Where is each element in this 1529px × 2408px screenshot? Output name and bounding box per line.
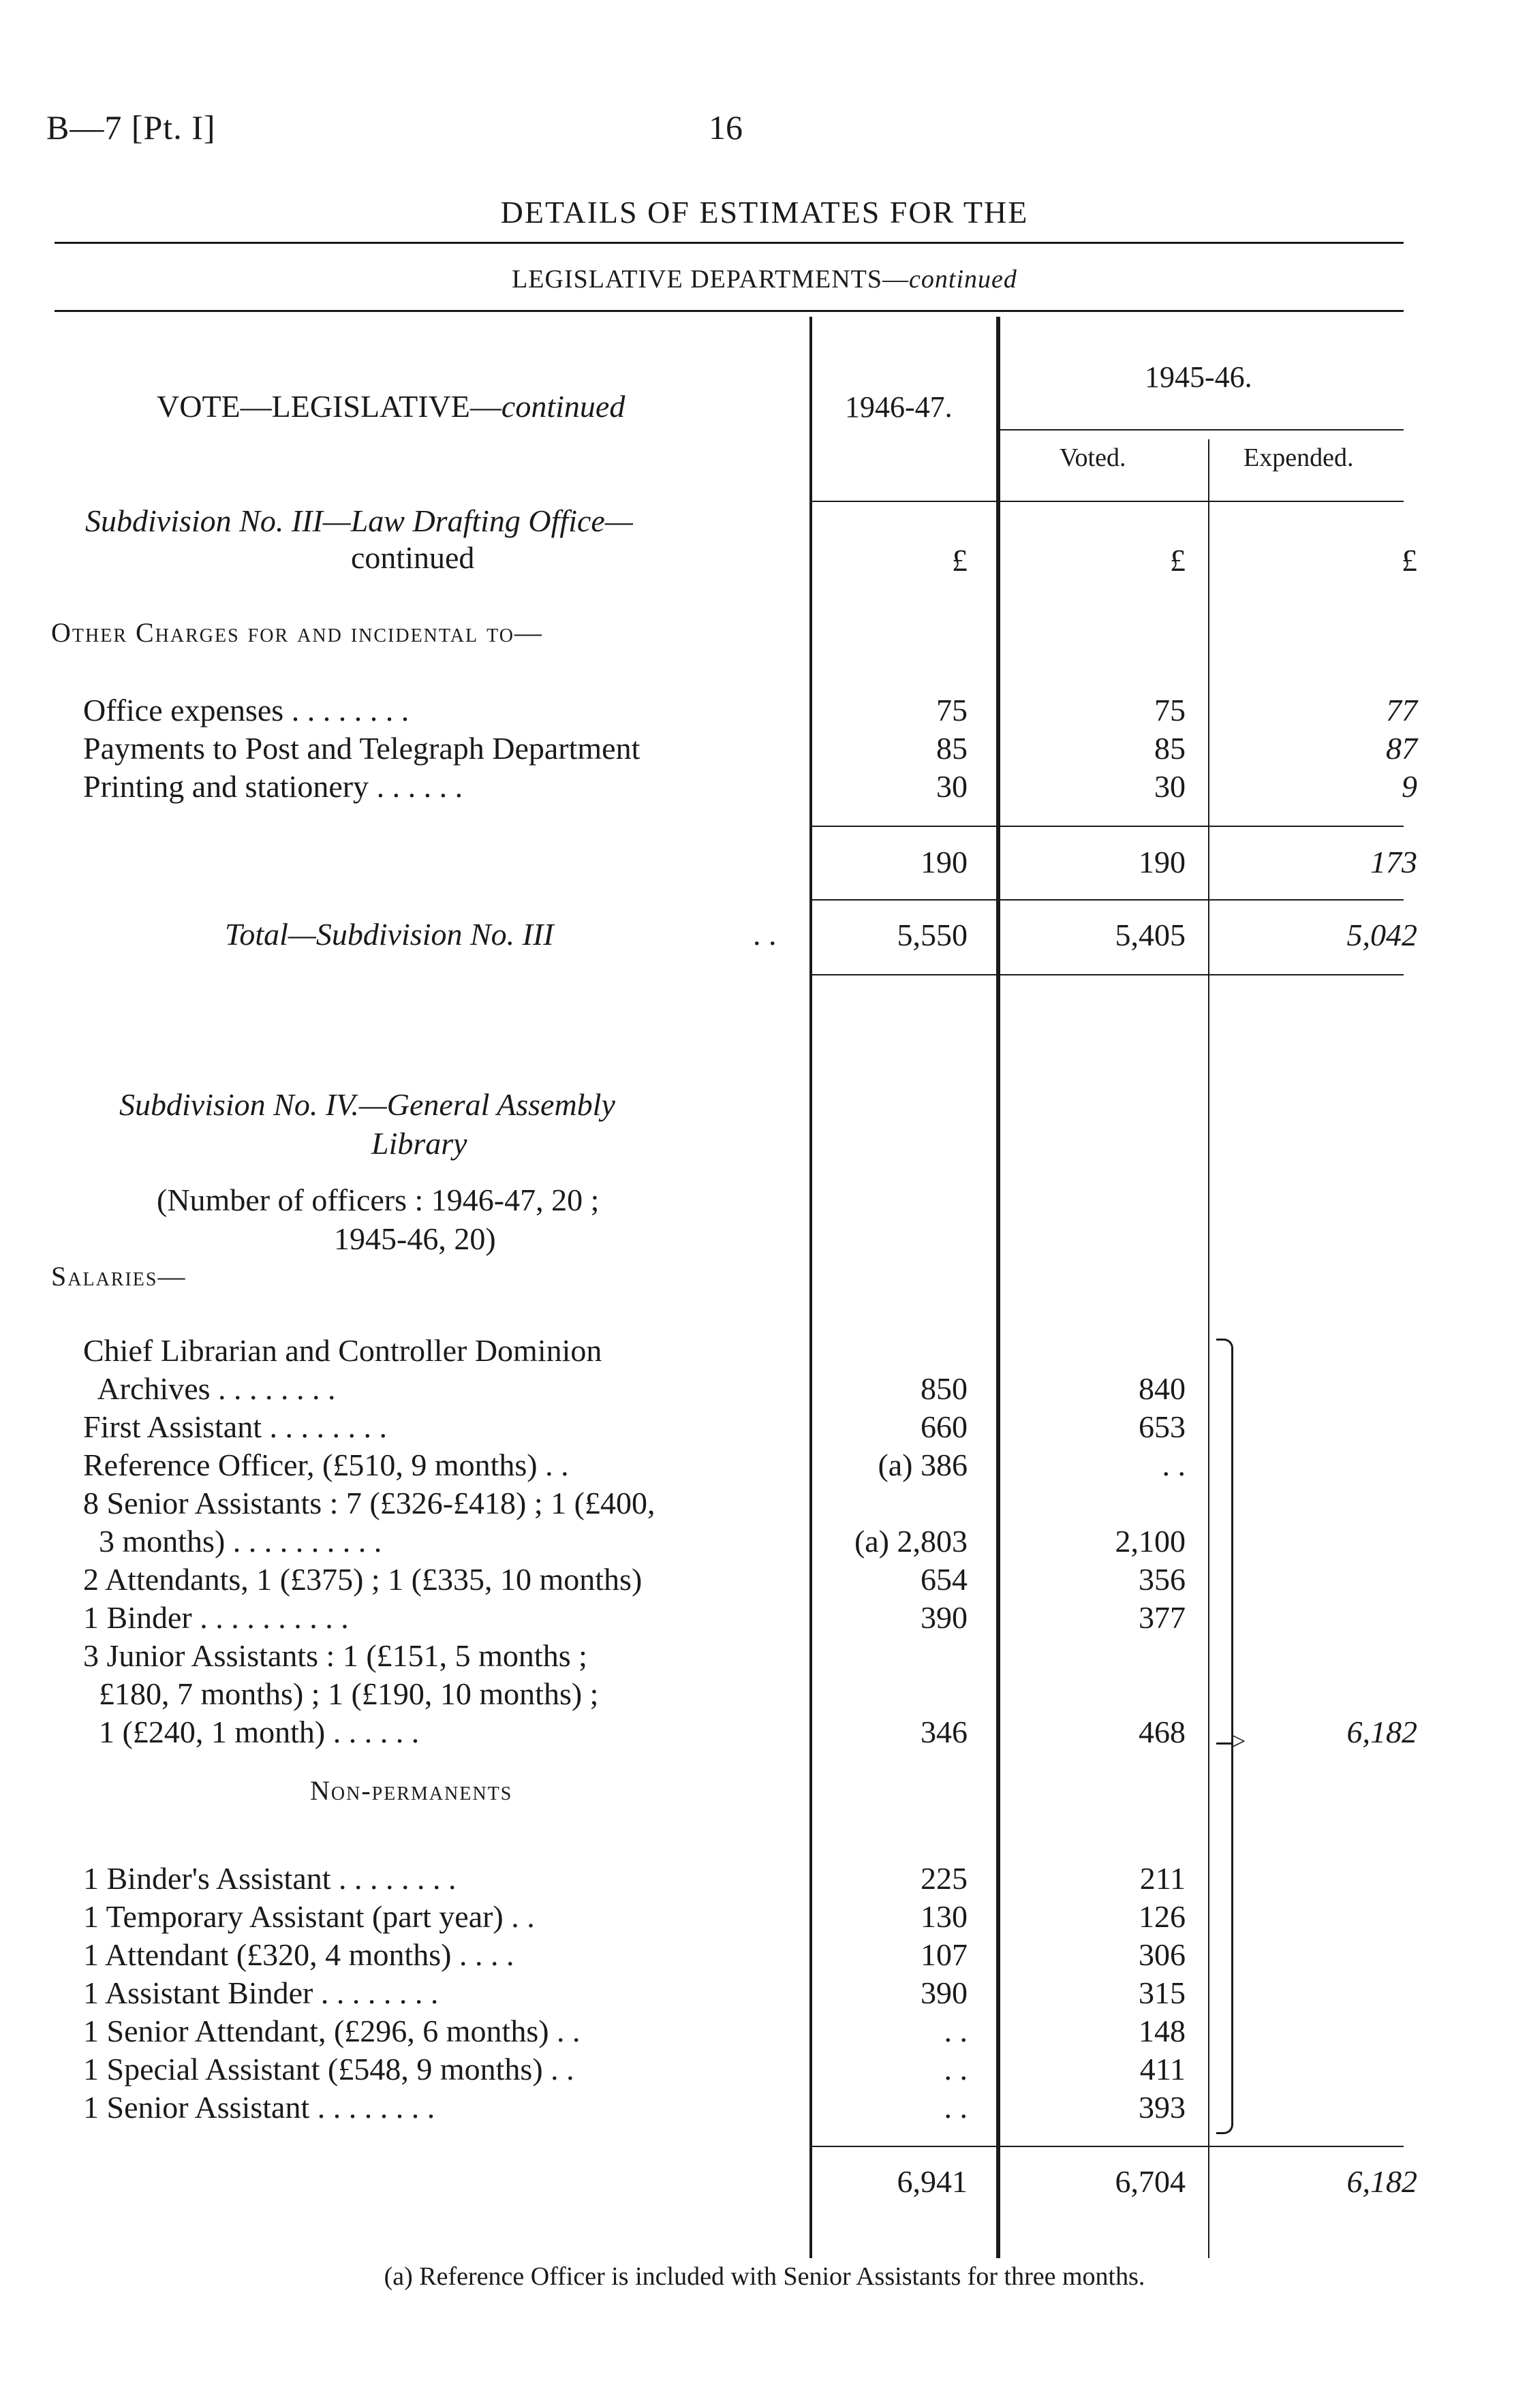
list-item: Payments to Post and Telegraph Department: [83, 731, 640, 766]
value-expended: 9: [1402, 769, 1417, 804]
subtotal-expended: 173: [1370, 845, 1417, 879]
value-1946: 30: [936, 769, 968, 804]
value-1946: 390: [921, 1975, 968, 2010]
list-item: Chief Librarian and Controller Dominion: [83, 1333, 602, 1368]
vote-heading-continued: continued: [501, 389, 626, 424]
total-expended: 5,042: [1346, 918, 1417, 952]
value-voted: 148: [1139, 2014, 1186, 2048]
value-1946: . .: [944, 2090, 968, 2125]
subtotal-voted: 190: [1139, 845, 1186, 879]
officers-count: (Number of officers : 1946-47, 20 ;: [157, 1183, 600, 1217]
value-voted: 126: [1139, 1899, 1186, 1934]
list-item: 1 Assistant Binder . . . . . . . .: [83, 1975, 439, 2010]
subtitle-rule: [55, 310, 1404, 312]
value-1946: 654: [921, 1562, 968, 1597]
list-item: First Assistant . . . . . . . .: [83, 1409, 388, 1444]
subdivision-4-heading: Subdivision No. IV.—General Assembly: [119, 1087, 615, 1122]
value-voted: 377: [1139, 1600, 1186, 1635]
value-voted: 85: [1154, 731, 1186, 766]
value-expended: 87: [1386, 731, 1417, 766]
subtitle-continued: continued: [909, 265, 1017, 294]
value-1946: . .: [944, 2052, 968, 2086]
subtotal-1946: 190: [921, 845, 968, 879]
value-voted: 356: [1139, 1562, 1186, 1597]
list-item: 1 (£240, 1 month) . . . . . .: [83, 1715, 420, 1749]
column-header-1945-46: 1945-46.: [1145, 360, 1252, 394]
subtotal-rule: [811, 826, 1404, 827]
list-item: 1 Binder's Assistant . . . . . . . .: [83, 1861, 457, 1896]
brace-top: [1216, 1339, 1233, 1745]
value-1946: 225: [921, 1861, 968, 1896]
header-bottom-rule: [811, 501, 1404, 502]
value-1946: 107: [921, 1937, 968, 1972]
subdivision-3-heading-cont: continued: [351, 540, 475, 575]
officers-count-cont: 1945-46, 20): [334, 1221, 496, 1256]
value-voted: 315: [1139, 1975, 1186, 2010]
column-header-expended: Expended.: [1244, 443, 1354, 472]
value-voted: 653: [1139, 1409, 1186, 1444]
title-rule: [55, 242, 1404, 244]
column-rule-2: [996, 317, 1000, 2258]
value-1946: 660: [921, 1409, 968, 1444]
value-voted: 2,100: [1115, 1524, 1186, 1559]
total-expended: 6,182: [1346, 2164, 1417, 2199]
salaries-heading: Salaries—: [51, 1261, 187, 1292]
vote-heading-main: VOTE—LEGISLATIVE—: [157, 389, 501, 424]
value-1946: 85: [936, 731, 968, 766]
value-1946: 346: [921, 1715, 968, 1749]
column-rule-3: [1208, 439, 1209, 2258]
grand-total-rule: [811, 2146, 1404, 2147]
currency-1946: £: [952, 543, 968, 578]
subtitle-main: LEGISLATIVE DEPARTMENTS—: [512, 265, 910, 294]
brace-bottom: [1216, 1740, 1233, 2134]
value-voted: 211: [1139, 1861, 1186, 1896]
value-voted: 840: [1139, 1371, 1186, 1406]
column-header-1946-47: 1946-47.: [845, 390, 953, 424]
value-voted: 306: [1139, 1937, 1186, 1972]
value-voted: 393: [1139, 2090, 1186, 2125]
column-header-voted: Voted.: [1060, 443, 1126, 472]
total-rule: [811, 899, 1404, 901]
value-voted: 30: [1154, 769, 1186, 804]
total-leaders: . .: [753, 917, 777, 952]
document-reference: B—7 [Pt. I]: [46, 108, 216, 146]
non-permanents-heading: Non-permanents: [310, 1775, 513, 1806]
value-voted: . .: [1162, 1448, 1186, 1482]
brace-point: >: [1232, 1727, 1246, 1755]
list-item: Office expenses . . . . . . . .: [83, 693, 410, 728]
total-voted: 5,405: [1115, 918, 1186, 952]
value-voted: 75: [1154, 693, 1186, 728]
value-1946: 850: [921, 1371, 968, 1406]
total-1946: 5,550: [897, 918, 968, 952]
page-subtitle: [0, 264, 1529, 294]
value-1946: 130: [921, 1899, 968, 1934]
list-item: Archives . . . . . . . .: [83, 1371, 336, 1406]
value-1946: . .: [944, 2014, 968, 2048]
other-charges-heading: Other Charges for and incidental to—: [51, 617, 543, 648]
vote-heading: [157, 388, 625, 424]
bracket-expended-value: 6,182: [1346, 1715, 1417, 1749]
value-expended: 77: [1386, 693, 1417, 728]
list-item: Printing and stationery . . . . . .: [83, 769, 463, 804]
total-voted: 6,704: [1115, 2164, 1186, 2199]
subdivision-3-heading: Subdivision No. III—Law Drafting Office—: [85, 503, 633, 538]
list-item: £180, 7 months) ; 1 (£190, 10 months) ;: [83, 1676, 599, 1711]
list-item: 1 Senior Attendant, (£296, 6 months) . .: [83, 2014, 581, 2048]
value-1946: 390: [921, 1600, 968, 1635]
value-voted: 468: [1139, 1715, 1186, 1749]
footnote: (a) Reference Officer is included with Senior Assistants for three months.: [384, 2262, 1145, 2291]
list-item: 1 Temporary Assistant (part year) . .: [83, 1899, 535, 1934]
list-item: 8 Senior Assistants : 7 (£326-£418) ; 1 (£400,: [83, 1486, 655, 1520]
total-1946: 6,941: [897, 2164, 968, 2199]
currency-expended: £: [1402, 543, 1417, 578]
total-bottom-rule: [811, 974, 1404, 975]
list-item: 1 Special Assistant (£548, 9 months) . .: [83, 2052, 574, 2086]
list-item: 1 Attendant (£320, 4 months) . . . .: [83, 1937, 514, 1972]
subdivision-3-total-label: Total—Subdivision No. III: [225, 917, 554, 952]
subdivision-4-heading-cont: Library: [371, 1126, 467, 1161]
value-1946: (a) 386: [878, 1448, 968, 1482]
value-1946: 75: [936, 693, 968, 728]
year-rule: [998, 429, 1404, 431]
list-item: 2 Attendants, 1 (£375) ; 1 (£335, 10 months): [83, 1562, 643, 1597]
value-voted: 411: [1139, 2052, 1186, 2086]
list-item: 1 Binder . . . . . . . . . .: [83, 1600, 349, 1635]
page-title: DETAILS OF ESTIMATES FOR THE: [500, 195, 1029, 230]
list-item: Reference Officer, (£510, 9 months) . .: [83, 1448, 569, 1482]
currency-voted: £: [1170, 543, 1186, 578]
value-1946: (a) 2,803: [854, 1524, 968, 1559]
list-item: 3 Junior Assistants : 1 (£151, 5 months ;: [83, 1638, 587, 1673]
list-item: 3 months) . . . . . . . . . .: [83, 1524, 382, 1559]
list-item: 1 Senior Assistant . . . . . . . .: [83, 2090, 435, 2125]
page-number: 16: [709, 108, 743, 146]
